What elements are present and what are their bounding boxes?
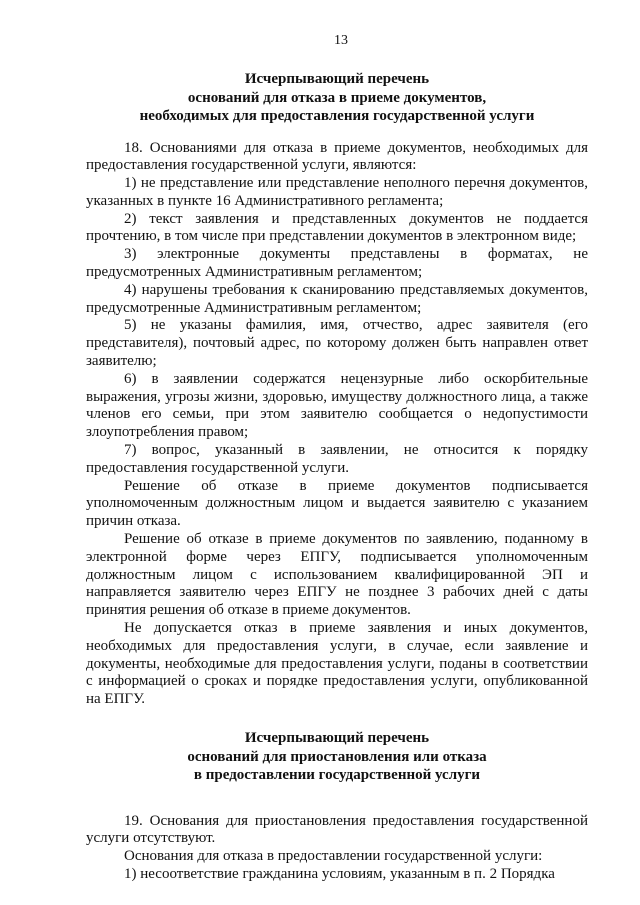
list-item-2: 2) текст заявления и представленных документов не поддается прочтению, в том числе при представлении документов в электронном виде; xyxy=(86,210,588,245)
section-body-refusal-acceptance xyxy=(86,140,588,710)
list-item-5: 5) не указаны фамилия, имя, отчество, адрес заявителя (его представителя), почтовый адрес, по которому должен быть направлен ответ заявителю; xyxy=(86,317,588,370)
heading-line: необходимых для предоставления государственной услуги xyxy=(139,108,535,124)
paragraph-decision-signing: Решение об отказе в приеме документов подписывается уполномоченным должностным лицом и выдается заявителю с указанием причин отказа. xyxy=(86,477,588,530)
paragraph-not-allowed: Не допускается отказ в приеме заявления и иных документов, необходимых для предоставления услуги, в случае, если заявление и документы, необходимые для предоставления услуги, поданы в соответствии с информацией о сроках и порядке предоставления услуги, опубликованной на ЕПГУ. xyxy=(86,620,588,708)
list-item-1: 1) не представление или представление неполного перечня документов, указанных в пункте 16 Административного регламента; xyxy=(86,175,588,209)
list-item-7: 7) вопрос, указанный в заявлении, не относится к порядку предоставления государственной услуги. xyxy=(86,442,588,476)
document-page xyxy=(86,32,588,884)
heading-line: оснований для отказа в приеме документов, xyxy=(187,89,487,106)
heading-line: оснований для приостановления или отказа xyxy=(187,748,487,765)
section-heading-suspension-refusal xyxy=(86,729,588,785)
paragraph-electronic-decision: Решение об отказе в приеме документов по заявлению, поданному в электронной форме через ЕПГУ, подписывается уполномоченным должностным лицом с использованием квалифицированной ЭП и направляется заявителю через ЕПГУ не позднее 3 рабочих дней с даты принятия решения об отказе в приеме документов. xyxy=(86,531,588,619)
section-heading-refusal-acceptance xyxy=(86,70,588,126)
paragraph-refusal-grounds: Основания для отказа в предоставлении государственной услуги: xyxy=(124,848,543,865)
list-item-4: 4) нарушены требования к сканированию представляемых документов, предусмотренные Административным регламентом; xyxy=(86,281,588,316)
page-number: 13 xyxy=(334,33,348,48)
paragraph-18: 18. Основаниями для отказа в приеме документов, необходимых для предоставления государственной услуги, являются: xyxy=(86,139,588,174)
list-item-1: 1) несоответствие гражданина условиям, указанным в п. 2 Порядка xyxy=(124,865,555,882)
heading-line: Исчерпывающий перечень xyxy=(244,730,430,746)
list-item-3: 3) электронные документы представлены в форматах, не предусмотренных Административным регламентом; xyxy=(86,246,588,281)
heading-line: в предоставлении государственной услуги xyxy=(193,767,481,783)
list-item-6: 6) в заявлении содержатся нецензурные либо оскорбительные выражения, угрозы жизни, здоровью, имуществу должностного лица, а также членов его семьи, при этом заявителю сообщается о недопустимости злоупотребления правом; xyxy=(86,370,588,441)
heading-line: Исчерпывающий перечень xyxy=(244,71,430,87)
section-body-suspension-refusal xyxy=(86,813,588,884)
paragraph-19: 19. Основания для приостановления предоставления государственной услуги отсутствуют. xyxy=(86,812,588,847)
